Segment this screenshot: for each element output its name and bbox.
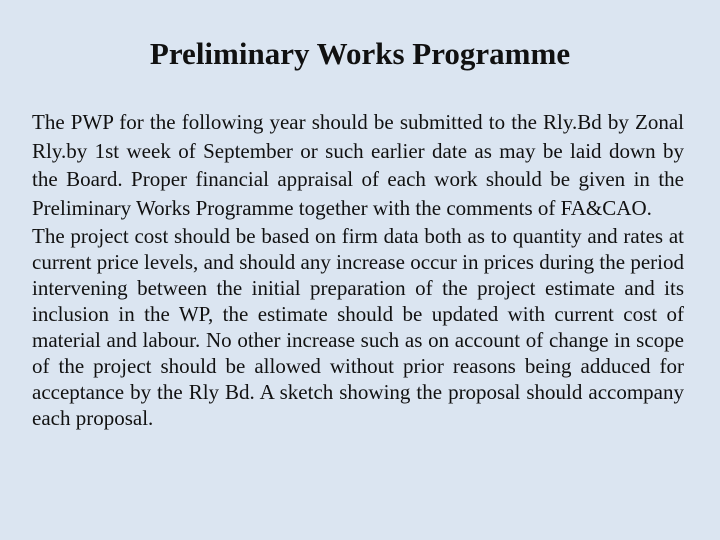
slide-body <box>32 108 684 431</box>
body-paragraph-submission: The PWP for the following year should be submitted to the Rly.Bd by Zonal Rly.by 1st week of September or such earlier date as may be laid down by the Board. Proper financial appraisal of each work should be given in the Preliminary Works Programme together with the comments of FA&CAO. <box>32 110 684 220</box>
slide-title: Preliminary Works Programme <box>149 36 571 71</box>
body-paragraph-project-cost: The project cost should be based on firm data both as to quantity and rates at current price levels, and should any increase occur in prices during the period intervening between the initial preparation of the project estimate and its inclusion in the WP, the estimate should be updated with current cost of material and labour. No other increase such as on account of change in scope of the project should be allowed without prior reasons being adduced for acceptance by the Rly Bd. A sketch showing the proposal should accompany each proposal. <box>32 224 684 430</box>
